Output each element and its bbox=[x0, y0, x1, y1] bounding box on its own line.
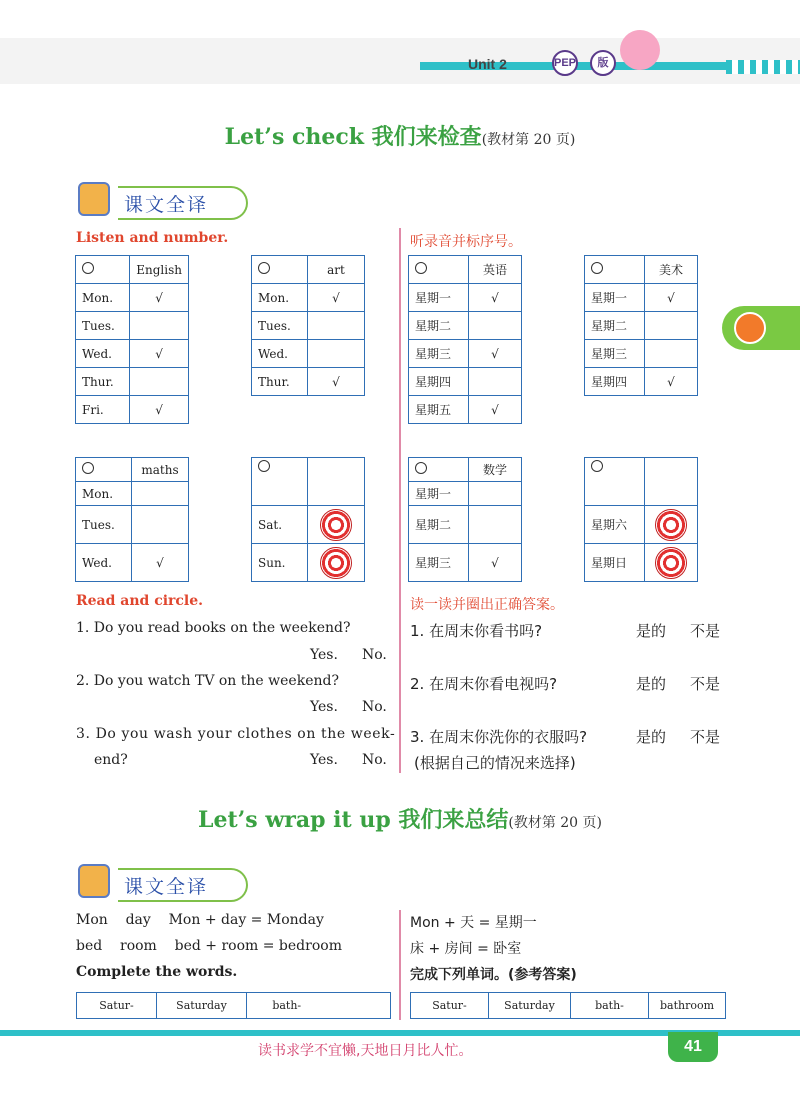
day-cell: Sun. bbox=[252, 544, 308, 582]
day-cell: Thur. bbox=[252, 368, 308, 396]
circle-mark bbox=[258, 460, 270, 472]
column-divider bbox=[399, 910, 401, 1020]
listen-heading-cn: 听录音并标序号。 bbox=[410, 234, 522, 250]
read-heading-cn: 读一读并圈出正确答案。 bbox=[410, 597, 564, 613]
word-cell: Saturday bbox=[489, 993, 571, 1019]
day-cell: 星期二 bbox=[585, 312, 645, 340]
section-title-text: Let’s check 我们来检查 bbox=[224, 124, 482, 150]
table-header: 数学 bbox=[469, 458, 522, 482]
answer-no-cn: 不是 bbox=[690, 728, 721, 746]
circle-mark bbox=[82, 262, 94, 274]
column-divider bbox=[399, 228, 401, 773]
translation-tag bbox=[78, 864, 248, 904]
day-cell: Fri. bbox=[76, 396, 130, 424]
word-example-1-cn: Mon + 天 = 星期一 bbox=[410, 915, 537, 931]
answer-yes-cn: 是的 bbox=[636, 728, 667, 746]
day-cell: 星期三 bbox=[409, 544, 469, 582]
check-cell: √ bbox=[130, 284, 189, 312]
day-cell: Sat. bbox=[252, 506, 308, 544]
answer-yes: Yes. bbox=[310, 647, 338, 663]
check-cell bbox=[308, 312, 365, 340]
tag-label: 课文全译 bbox=[124, 194, 209, 216]
answer-yes: Yes. bbox=[310, 752, 338, 768]
unit-label: Unit 2 bbox=[468, 56, 507, 72]
day-cell: 星期四 bbox=[409, 368, 469, 396]
check-cell: √ bbox=[130, 396, 189, 424]
header-strip bbox=[0, 38, 800, 84]
soccer-ball-icon bbox=[655, 547, 687, 579]
section-title-text: Let’s wrap it up 我们来总结 bbox=[197, 807, 509, 833]
check-cell bbox=[645, 340, 698, 368]
soccer-ball-icon bbox=[655, 509, 687, 541]
table-art bbox=[251, 255, 365, 396]
check-cell bbox=[132, 482, 189, 506]
day-cell: 星期六 bbox=[585, 506, 645, 544]
day-cell: 星期五 bbox=[409, 396, 469, 424]
day-cell: 星期三 bbox=[585, 340, 645, 368]
day-cell: Thur. bbox=[76, 368, 130, 396]
read-heading-en: Read and circle. bbox=[76, 593, 204, 609]
answer-no: No. bbox=[362, 699, 387, 715]
question-1-cn: 1. 在周末你看书吗? bbox=[410, 622, 543, 640]
answer-no-cn: 不是 bbox=[690, 622, 721, 640]
day-cell: Wed. bbox=[252, 340, 308, 368]
check-cell: √ bbox=[469, 396, 522, 424]
day-cell: 星期二 bbox=[409, 312, 469, 340]
word-cell: Satur- bbox=[411, 993, 489, 1019]
question-3-en-cont: end? bbox=[94, 752, 128, 768]
word-example-2-cn: 床 + 房间 = 卧室 bbox=[410, 941, 522, 957]
complete-table-en bbox=[76, 992, 391, 1019]
day-cell: 星期二 bbox=[409, 506, 469, 544]
fox-icon bbox=[734, 312, 766, 344]
listen-heading-en: Listen and number. bbox=[76, 230, 229, 246]
table-english bbox=[75, 255, 189, 424]
table-art-cn bbox=[584, 255, 698, 396]
day-cell: Tues. bbox=[76, 312, 130, 340]
question-3-note-cn: (根据自己的情况来选择) bbox=[414, 754, 576, 772]
check-cell bbox=[130, 312, 189, 340]
check-cell: √ bbox=[645, 284, 698, 312]
header-checker bbox=[726, 60, 800, 74]
cartoon-girl-icon bbox=[620, 30, 660, 70]
table-header: English bbox=[130, 256, 189, 284]
word-cell: bath- bbox=[571, 993, 649, 1019]
table-english-cn bbox=[408, 255, 522, 424]
answer-no: No. bbox=[362, 752, 387, 768]
check-cell bbox=[645, 312, 698, 340]
pep-badge: PEP bbox=[552, 50, 578, 76]
check-cell: √ bbox=[469, 544, 522, 582]
check-cell bbox=[308, 340, 365, 368]
circle-mark bbox=[591, 262, 603, 274]
question-2-cn: 2. 在周末你看电视吗? bbox=[410, 675, 558, 693]
day-cell: 星期一 bbox=[409, 284, 469, 312]
table-weekend-cn bbox=[584, 457, 698, 582]
complete-table-cn bbox=[410, 992, 726, 1019]
table-header: art bbox=[308, 256, 365, 284]
day-cell: 星期四 bbox=[585, 368, 645, 396]
check-cell: √ bbox=[469, 340, 522, 368]
question-1-en: 1. Do you read books on the weekend? bbox=[76, 620, 351, 636]
phone-mascot-icon bbox=[78, 864, 110, 898]
circle-mark bbox=[415, 262, 427, 274]
complete-heading-en: Complete the words. bbox=[76, 964, 238, 980]
question-2-en: 2. Do you watch TV on the weekend? bbox=[76, 673, 339, 689]
circle-mark bbox=[591, 460, 603, 472]
section-title-check bbox=[0, 120, 800, 151]
answer-no-cn: 不是 bbox=[690, 675, 721, 693]
check-cell bbox=[130, 368, 189, 396]
section-title-sub: (教材第 20 页) bbox=[481, 132, 576, 148]
table-header: 英语 bbox=[469, 256, 522, 284]
check-cell: √ bbox=[130, 340, 189, 368]
day-cell: Tues. bbox=[252, 312, 308, 340]
day-cell: Mon. bbox=[252, 284, 308, 312]
word-example-2: bed room bed + room = bedroom bbox=[76, 938, 342, 954]
table-maths bbox=[75, 457, 189, 582]
word-example-1: Mon day Mon + day = Monday bbox=[76, 912, 324, 928]
question-3-en: 3. Do you wash your clothes on the week- bbox=[76, 726, 396, 742]
word-cell: Saturday bbox=[157, 993, 247, 1019]
check-cell: √ bbox=[469, 284, 522, 312]
check-cell: √ bbox=[308, 284, 365, 312]
phone-mascot-icon bbox=[78, 182, 110, 216]
table-header: 美术 bbox=[645, 256, 698, 284]
question-3-cn: 3. 在周末你洗你的衣服吗? bbox=[410, 728, 588, 746]
check-cell bbox=[469, 482, 522, 506]
word-cell: bathroom bbox=[649, 993, 726, 1019]
day-cell: 星期三 bbox=[409, 340, 469, 368]
day-cell: Mon. bbox=[76, 284, 130, 312]
answer-yes: Yes. bbox=[310, 699, 338, 715]
check-cell bbox=[469, 312, 522, 340]
table-maths-cn bbox=[408, 457, 522, 582]
page-number: 41 bbox=[668, 1032, 718, 1062]
day-cell: Tues. bbox=[76, 506, 132, 544]
circle-mark bbox=[82, 462, 94, 474]
tag-label: 课文全译 bbox=[124, 876, 209, 898]
day-cell: Mon. bbox=[76, 482, 132, 506]
translation-tag bbox=[78, 182, 248, 222]
soccer-ball-icon bbox=[320, 547, 352, 579]
word-cell: bath- bbox=[247, 993, 327, 1019]
check-cell bbox=[469, 506, 522, 544]
table-header: maths bbox=[132, 458, 189, 482]
day-cell: 星期日 bbox=[585, 544, 645, 582]
answer-no: No. bbox=[362, 647, 387, 663]
check-cell: √ bbox=[645, 368, 698, 396]
day-cell: Wed. bbox=[76, 340, 130, 368]
circle-mark bbox=[258, 262, 270, 274]
answer-yes-cn: 是的 bbox=[636, 675, 667, 693]
answer-yes-cn: 是的 bbox=[636, 622, 667, 640]
check-cell: √ bbox=[132, 544, 189, 582]
footer-motto: 读书求学不宜懒,天地日月比人忙。 bbox=[258, 1043, 473, 1059]
word-cell: Satur- bbox=[77, 993, 157, 1019]
circle-mark bbox=[415, 462, 427, 474]
day-cell: Wed. bbox=[76, 544, 132, 582]
check-cell bbox=[469, 368, 522, 396]
day-cell: 星期一 bbox=[409, 482, 469, 506]
check-cell: √ bbox=[308, 368, 365, 396]
table-weekend bbox=[251, 457, 365, 582]
day-cell: 星期一 bbox=[585, 284, 645, 312]
section-title-sub: (教材第 20 页) bbox=[508, 815, 602, 831]
section-title-wrap bbox=[0, 803, 800, 834]
soccer-ball-icon bbox=[320, 509, 352, 541]
complete-heading-cn: 完成下列单词。(参考答案) bbox=[410, 967, 577, 983]
edition-badge: 版 bbox=[590, 50, 616, 76]
check-cell bbox=[132, 506, 189, 544]
